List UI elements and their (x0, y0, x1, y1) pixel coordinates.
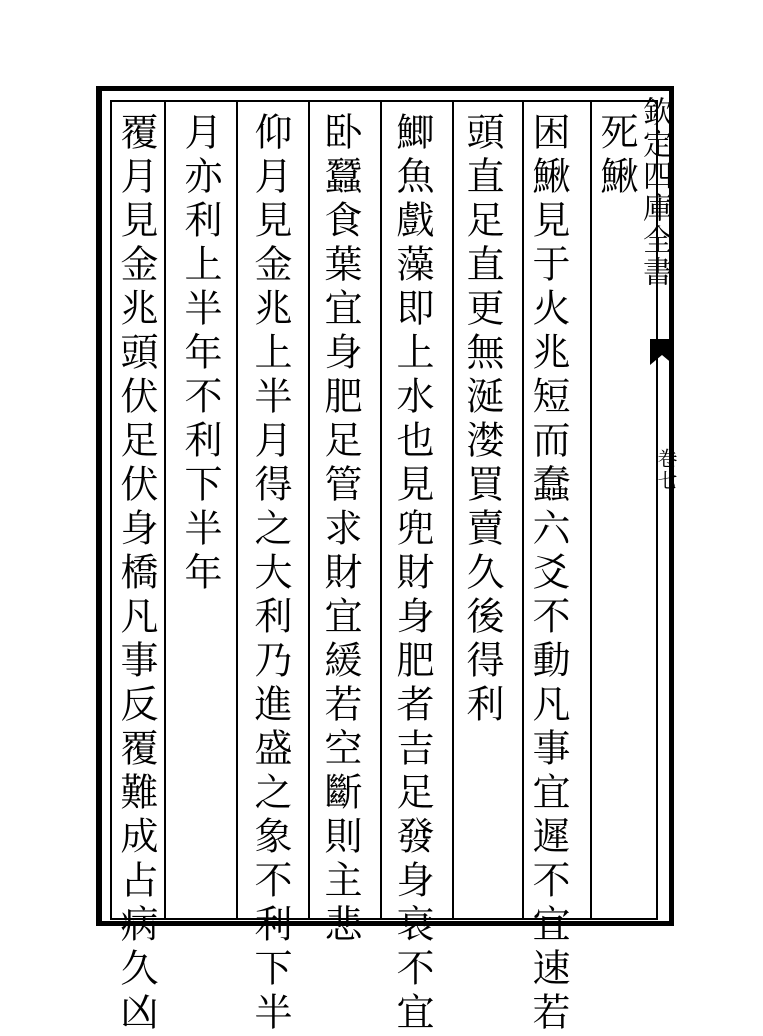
column-rule (522, 102, 524, 918)
text-column-2: 困鰍見于火兆短而蠢六爻不動凡事宜遲不宜速若 (526, 112, 570, 1036)
fish-tail-icon (648, 337, 676, 367)
text-column-1: 死鰍 (594, 112, 638, 200)
column-rule (590, 102, 592, 918)
text-column-3: 頭直足直更無涎漤買賣久後得利 (460, 112, 504, 728)
column-rule (380, 102, 382, 918)
column-rule (236, 102, 238, 918)
book-title: 欽定四庫全書 (637, 96, 672, 288)
column-rule (452, 102, 454, 918)
text-column-5: 卧蠶食葉宜身肥足管求財宜緩若空斷則主悲 (318, 112, 362, 948)
text-column-7: 月亦利上半年不利下半年 (178, 112, 222, 596)
text-column-6: 仰月見金兆上半月得之大利乃進盛之象不利下半 (248, 112, 292, 1036)
text-column-8: 覆月見金兆頭伏足伏身橋凡事反覆難成占病久凶 (114, 112, 158, 1036)
column-rule (308, 102, 310, 918)
volume-label: 卷七 (654, 448, 678, 492)
column-rule (164, 102, 166, 918)
text-column-4: 鯽魚戲藻即上水也見兜財身肥者吉足發身衰不宜 (390, 112, 434, 1036)
